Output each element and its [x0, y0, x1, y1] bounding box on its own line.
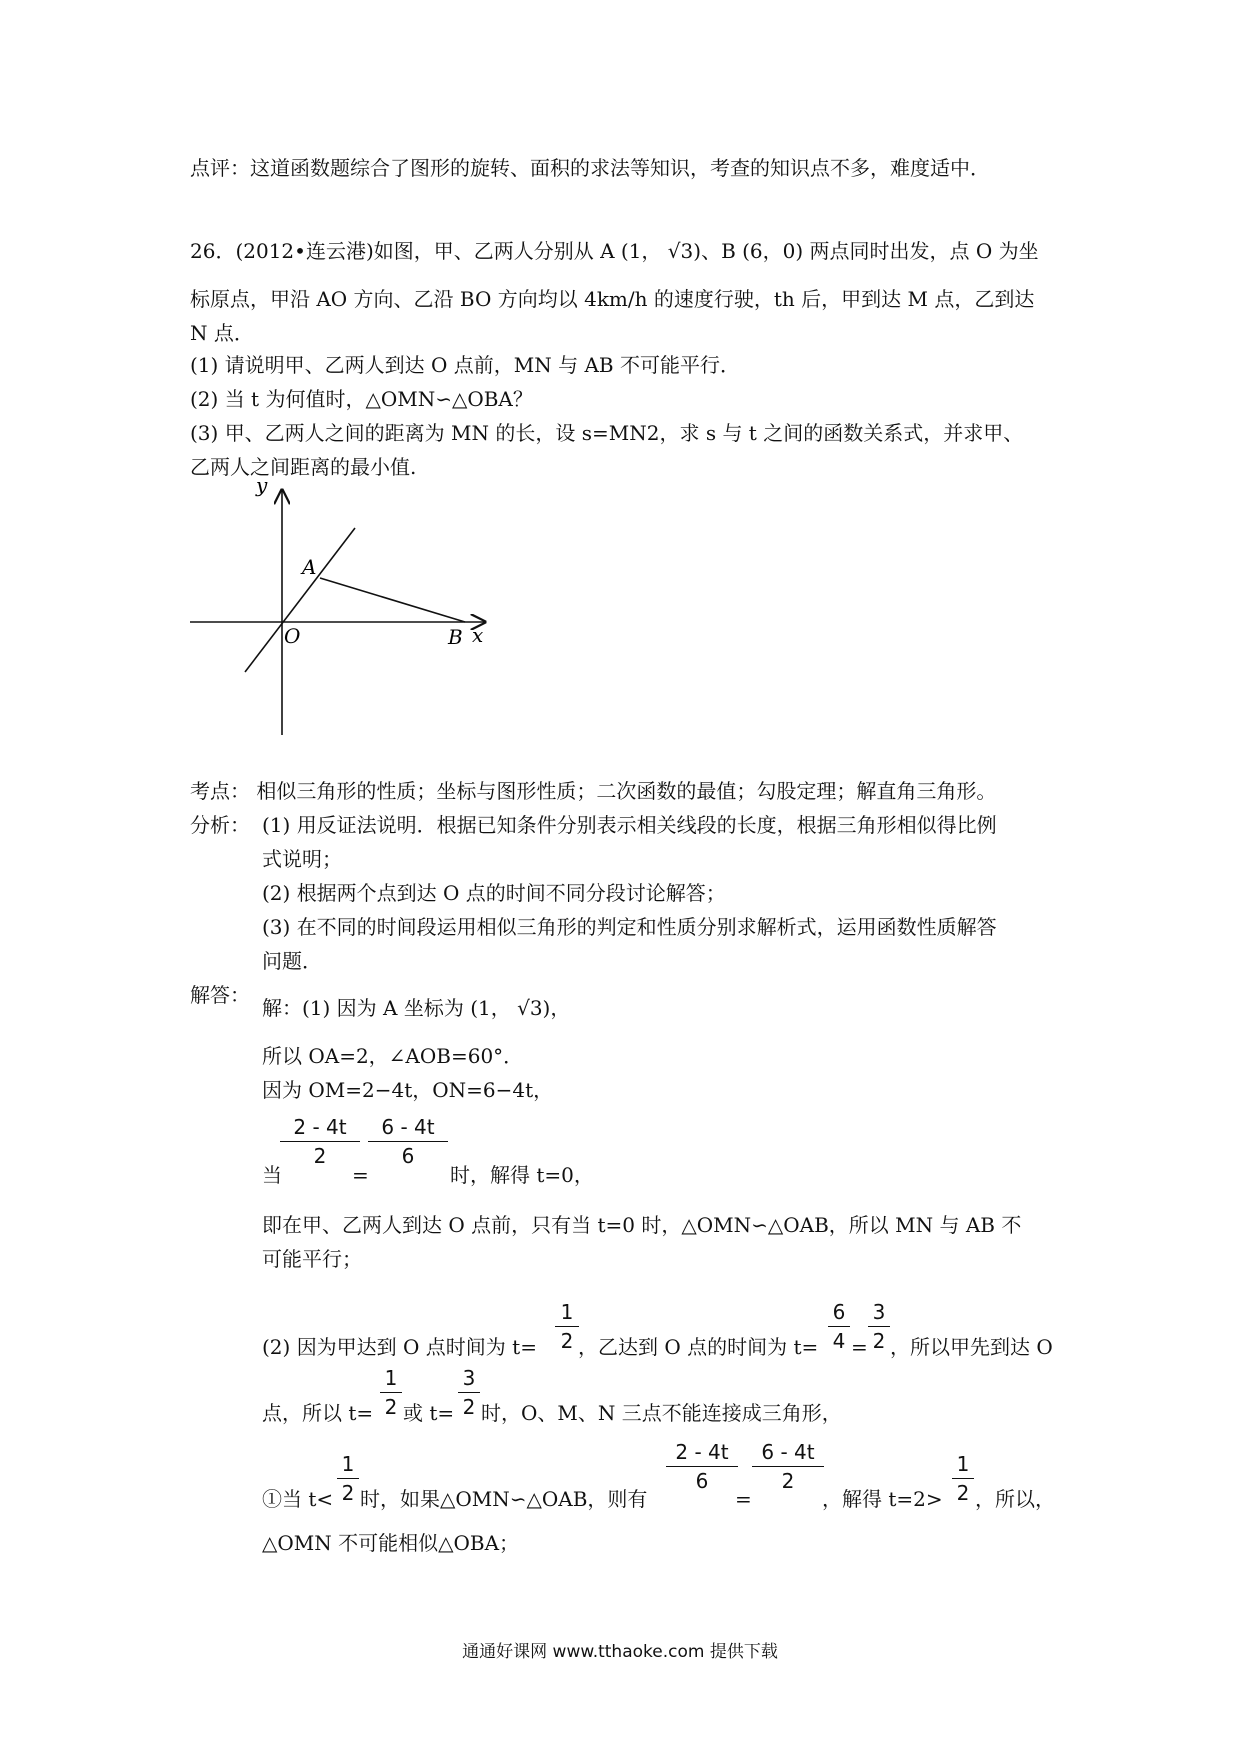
jieda-label: 解答： — [190, 983, 250, 1007]
question-3a: (3) 甲、乙两人之间的距离为 MN 的长，设 s=MN2，求 s 与 t 之间的函数关系式，并求甲、 — [190, 421, 1024, 445]
c1f2-den: 6 — [695, 1469, 709, 1493]
coordinate-graph — [180, 470, 500, 740]
p3f2-den: 2 — [462, 1395, 476, 1419]
fraction-bar — [555, 1326, 579, 1327]
c1f3-den: 2 — [781, 1469, 795, 1493]
fenxi-line-5: 问题． — [262, 949, 322, 973]
fenxi-line-3: (2) 根据两个点到达 O 点的时间不同分段讨论解答； — [262, 881, 726, 905]
c1-fraction-3 — [752, 1440, 824, 1493]
part2-line-1b: ，乙达到 O 点的时间为 t= — [578, 1335, 819, 1359]
fraction-2 — [368, 1115, 448, 1168]
c1f1-num: 1 — [341, 1452, 355, 1476]
part2-line-2c: 时，O、M、N 三点不能连接成三角形， — [481, 1401, 842, 1425]
fraction-1 — [280, 1115, 360, 1168]
c1-fraction-4 — [952, 1452, 974, 1505]
p3-fraction-2 — [458, 1366, 480, 1419]
equals-1: = — [352, 1163, 369, 1187]
p2f3-den: 2 — [872, 1329, 886, 1353]
jieda-line-2: 所以 OA=2，∠AOB=60°． — [262, 1044, 524, 1068]
case1-line-c: ，解得 t=2> — [822, 1487, 943, 1511]
kaodian-text: 考点： 相似三角形的性质；坐标与图形性质；二次函数的最值；勾股定理；解直角三角形。 — [190, 779, 997, 803]
part2-line-2a: 点，所以 t= — [262, 1401, 374, 1425]
case1-line-b: 时，如果△OMN∽△OAB，则有 — [360, 1487, 648, 1511]
p2-fraction-1 — [555, 1300, 579, 1353]
fraction-1-den: 2 — [313, 1144, 327, 1168]
fraction-bar — [380, 1392, 402, 1393]
fenxi-line-4: (3) 在不同的时间段运用相似三角形的判定和性质分别求解析式，运用函数性质解答 — [262, 915, 997, 939]
p2f2-num: 6 — [832, 1300, 846, 1324]
fraction-bar — [868, 1326, 890, 1327]
label-a: A — [302, 555, 317, 579]
case1-line-a: ①当 t< — [262, 1487, 334, 1511]
p3-fraction-1 — [380, 1366, 402, 1419]
question-3b: 乙两人之间距离的最小值. — [190, 455, 417, 479]
question-1: (1) 请说明甲、乙两人到达 O 点前，MN 与 AB 不可能平行． — [190, 353, 740, 377]
c1-equals: = — [735, 1487, 752, 1511]
p2-fraction-2 — [828, 1300, 850, 1353]
fraction-bar — [337, 1478, 359, 1479]
c1f2-num: 2 - 4t — [675, 1440, 729, 1464]
jieda-line-1: 解：(1) 因为 A 坐标为 (1， √3)， — [262, 996, 571, 1020]
p3f2-num: 3 — [462, 1366, 476, 1390]
c1f4-num: 1 — [956, 1452, 970, 1476]
label-o: O — [284, 624, 301, 648]
p2-fraction-3 — [868, 1300, 890, 1353]
c1-fraction-2 — [666, 1440, 738, 1493]
problem-line-1: 26．(2012•连云港)如图，甲、乙两人分别从 A (1， √3)、B (6，0) 两点同时出发，点 O 为坐 — [190, 239, 1039, 263]
part2-line-2b: 或 t= — [403, 1401, 455, 1425]
fraction-2-num: 6 - 4t — [381, 1115, 435, 1139]
footer-text: 通通好课网 www.tthaoke.com 提供下载 — [462, 1642, 778, 1662]
fraction-bar — [952, 1478, 974, 1479]
p2f1-den: 2 — [560, 1329, 574, 1353]
fenxi-line-1: (1) 用反证法说明．根据已知条件分别表示相关线段的长度，根据三角形相似得比例 — [262, 813, 997, 837]
segment-ab — [320, 578, 465, 622]
fraction-bar — [828, 1326, 850, 1327]
comment-text: 点评：这道函数题综合了图形的旋转、面积的求法等知识，考查的知识点不多，难度适中． — [190, 156, 990, 180]
p2f2-den: 4 — [832, 1329, 846, 1353]
fraction-bar — [368, 1141, 448, 1142]
part2-line-1a: (2) 因为甲达到 O 点时间为 t= — [262, 1335, 537, 1359]
p2f1-num: 1 — [560, 1300, 574, 1324]
fraction-bar — [666, 1466, 738, 1467]
line-through-oa — [245, 528, 355, 672]
label-b: B — [448, 625, 463, 649]
fraction-bar — [280, 1141, 360, 1142]
p3f1-den: 2 — [384, 1395, 398, 1419]
jieda-line-4b: 时，解得 t=0， — [450, 1163, 594, 1187]
p2-equals: = — [851, 1335, 868, 1359]
c1f3-num: 6 - 4t — [761, 1440, 815, 1464]
case1-line-2: △OMN 不可能相似△OBA； — [262, 1531, 520, 1555]
c1f1-den: 2 — [341, 1481, 355, 1505]
fraction-2-den: 6 — [401, 1144, 415, 1168]
c1f4-den: 2 — [956, 1481, 970, 1505]
label-y: y — [256, 473, 268, 497]
problem-line-3: N 点． — [190, 321, 254, 345]
p3f1-num: 1 — [384, 1366, 398, 1390]
c1-fraction-1 — [337, 1452, 359, 1505]
problem-line-2: 标原点，甲沿 AO 方向、乙沿 BO 方向均以 4km/h 的速度行驶，th 后，甲到达 M 点，乙到达 — [190, 287, 1035, 311]
case1-line-d: ，所以， — [975, 1487, 1055, 1511]
fenxi-line-2: 式说明； — [262, 847, 342, 871]
jieda-line-3: 因为 OM=2−4t，ON=6−4t， — [262, 1078, 554, 1102]
fraction-1-num: 2 - 4t — [293, 1115, 347, 1139]
jieda-line-6: 可能平行； — [262, 1247, 362, 1271]
fenxi-label: 分析： — [190, 813, 250, 837]
part2-line-1c: ，所以甲先到达 O — [890, 1335, 1053, 1359]
fraction-bar — [752, 1466, 824, 1467]
p2f3-num: 3 — [872, 1300, 886, 1324]
question-2: (2) 当 t 为何值时，△OMN∽△OBA？ — [190, 387, 533, 411]
jieda-line-4a: 当 — [262, 1163, 282, 1187]
jieda-line-5: 即在甲、乙两人到达 O 点前，只有当 t=0 时，△OMN∽△OAB，所以 MN 与 AB 不 — [262, 1213, 1022, 1237]
fraction-bar — [458, 1392, 480, 1393]
label-x: x — [472, 623, 484, 647]
